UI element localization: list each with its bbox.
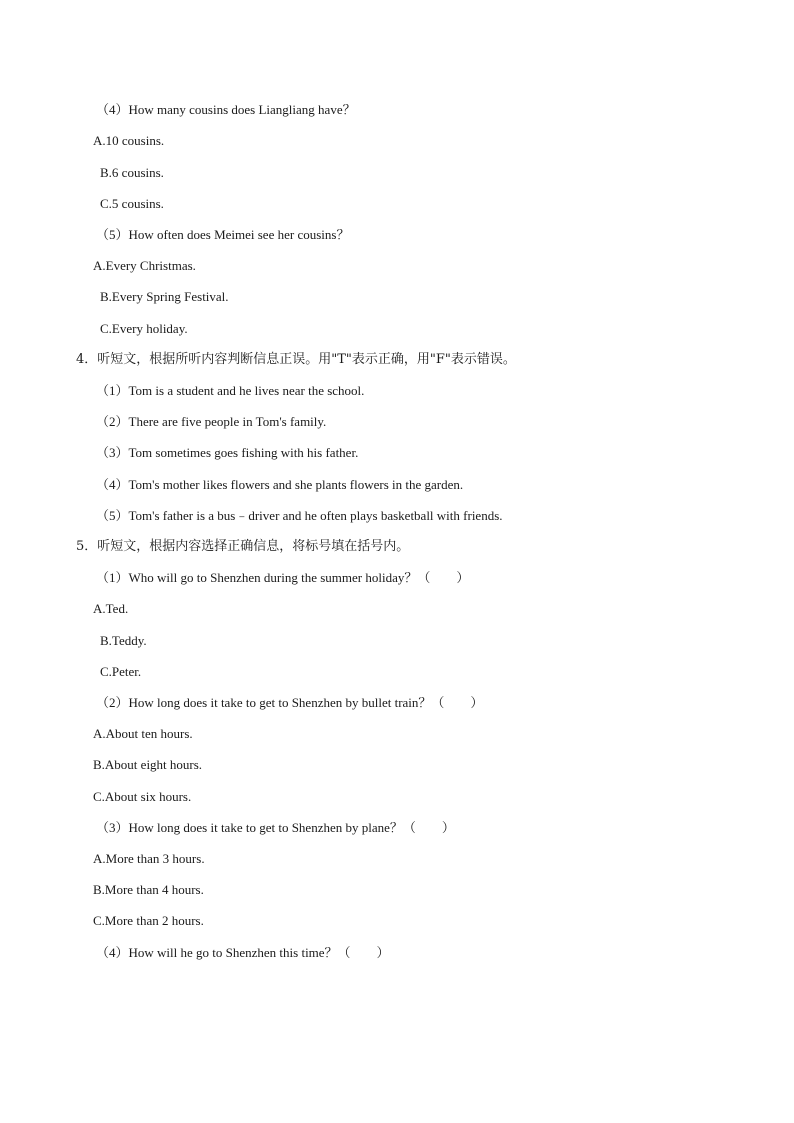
question-5-2: （2）How long does it take to get to Shenzhen by bullet train？（ ） [96, 695, 484, 710]
statement-4-3: （3）Tom sometimes goes fishing with his father. [96, 445, 359, 460]
option-5-3-a: A.More than 3 hours. [93, 851, 205, 866]
question-3-5: （5）How often does Meimei see her cousins？ [96, 227, 350, 242]
option-5-3-b: B.More than 4 hours. [93, 882, 204, 897]
option-5-2-c: C.About six hours. [93, 789, 192, 804]
option-3-4-b: B.6 cousins. [100, 165, 164, 180]
option-3-5-b: B.Every Spring Festival. [100, 289, 229, 304]
option-5-2-a: A.About ten hours. [93, 726, 193, 741]
question-3-4: （4）How many cousins does Liangliang have？ [96, 102, 356, 117]
option-5-1-a: A.Ted. [93, 601, 129, 616]
statement-4-2: （2）There are five people in Tom's family. [96, 414, 327, 429]
statement-4-4: （4）Tom's mother likes flowers and she plants flowers in the garden. [96, 477, 464, 492]
statement-4-5: （5）Tom's father is a bus﹣driver and he often plays basketball with friends. [96, 508, 503, 523]
option-3-4-c: C.5 cousins. [100, 196, 164, 211]
statement-4-1: （1）Tom is a student and he lives near the school. [96, 383, 365, 398]
option-3-4-a: A.10 cousins. [93, 133, 165, 148]
option-5-1-c: C.Peter. [100, 664, 142, 679]
option-5-2-b: B.About eight hours. [93, 757, 203, 772]
option-3-5-a: A.Every Christmas. [93, 258, 196, 273]
option-5-1-b: B.Teddy. [100, 633, 147, 648]
option-3-5-c: C.Every holiday. [100, 321, 188, 336]
option-5-3-c: C.More than 2 hours. [93, 913, 204, 928]
section-5-heading: 5．听短文，根据内容选择正确信息，将标号填在括号内。 [76, 539, 410, 554]
question-5-1: （1）Who will go to Shenzhen during the summer holiday？（ ） [96, 570, 470, 585]
question-5-3: （3）How long does it take to get to Shenzhen by plane？（ ） [96, 820, 455, 835]
question-5-4: （4）How will he go to Shenzhen this time？（ ） [96, 945, 390, 960]
section-4-heading: 4．听短文，根据所听内容判断信息正误。用"T"表示正确，用"F"表示错误。 [76, 352, 516, 367]
